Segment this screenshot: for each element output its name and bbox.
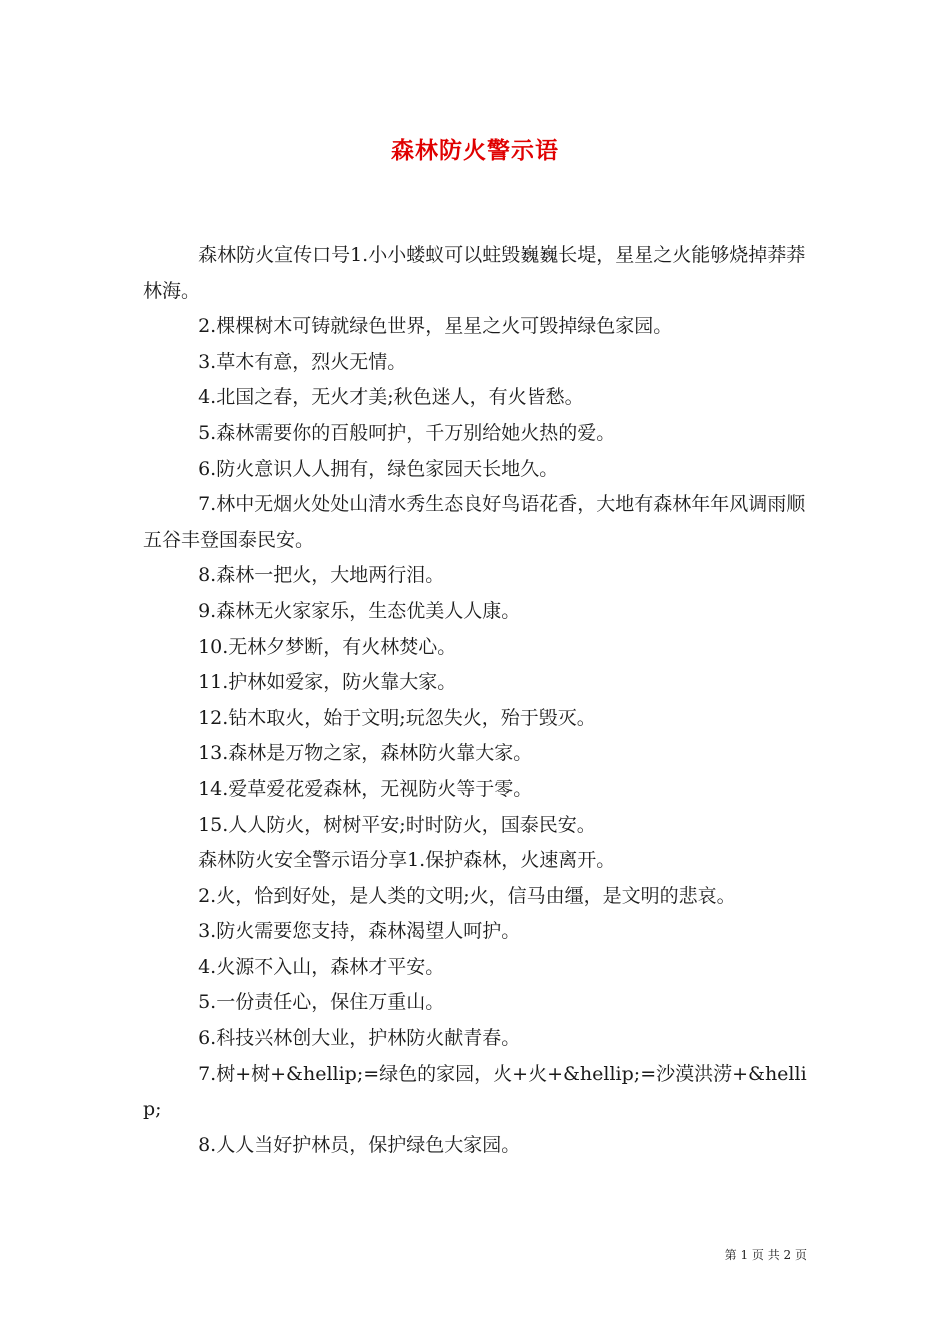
paragraph: 2.棵棵树木可铸就绿色世界，星星之火可毁掉绿色家园。	[198, 315, 673, 338]
paragraph: 9.森林无火家家乐，生态优美人人康。	[198, 599, 521, 622]
document-title: 森林防火警示语	[391, 138, 559, 164]
paragraph: 2.火，恰到好处，是人类的文明;火，信马由缰，是文明的悲哀。	[198, 884, 736, 907]
document-body	[143, 238, 813, 1163]
paragraph: 4.火源不入山，森林才平安。	[198, 955, 445, 978]
paragraph: 13.森林是万物之家，森林防火靠大家。	[198, 742, 533, 765]
paragraph: 5.森林需要你的百般呵护，千万别给她火热的爱。	[198, 421, 616, 444]
paragraph: 6.防火意识人人拥有，绿色家园天长地久。	[198, 457, 559, 480]
paragraph: 8.森林一把火，大地两行泪。	[198, 564, 445, 587]
paragraph: 10.无林夕梦断，有火林焚心。	[198, 635, 457, 658]
paragraph: 森林防火安全警示语分享1.保护森林，火速离开。	[198, 849, 616, 872]
paragraph: 12.钻木取火，始于文明;玩忽失火，殆于毁灭。	[198, 706, 596, 729]
paragraph: 7.林中无烟火处处山清水秀生态良好鸟语花香，大地有森林年年风调雨顺五谷丰登国泰民安。	[143, 493, 806, 551]
paragraph: 6.科技兴林创大业，护林防火献青春。	[198, 1027, 521, 1050]
paragraph: 15.人人防火，树树平安;时时防火，国泰民安。	[198, 813, 596, 836]
paragraph: 4.北国之春，无火才美;秋色迷人，有火皆愁。	[198, 386, 584, 409]
paragraph: 3.防火需要您支持，森林渴望人呵护。	[198, 920, 521, 943]
paragraph: 3.草木有意，烈火无情。	[198, 350, 407, 373]
page-indicator: 第 1 页 共 2 页	[724, 1248, 807, 1262]
paragraph: 5.一份责任心，保住万重山。	[198, 991, 445, 1014]
paragraph: 森林防火宣传口号1.小小蝼蚁可以蛀毁巍巍长堤，星星之火能够烧掉莽莽林海。	[143, 244, 806, 302]
paragraph: 14.爱草爱花爱森林，无视防火等于零。	[198, 777, 533, 800]
paragraph: 7.树+树+&hellip;=绿色的家园，火+火+&hellip;=沙漠洪涝+&hellip;	[143, 1062, 807, 1121]
paragraph: 11.护林如爱家，防火靠大家。	[198, 671, 457, 694]
paragraph: 8.人人当好护林员，保护绿色大家园。	[198, 1133, 521, 1156]
